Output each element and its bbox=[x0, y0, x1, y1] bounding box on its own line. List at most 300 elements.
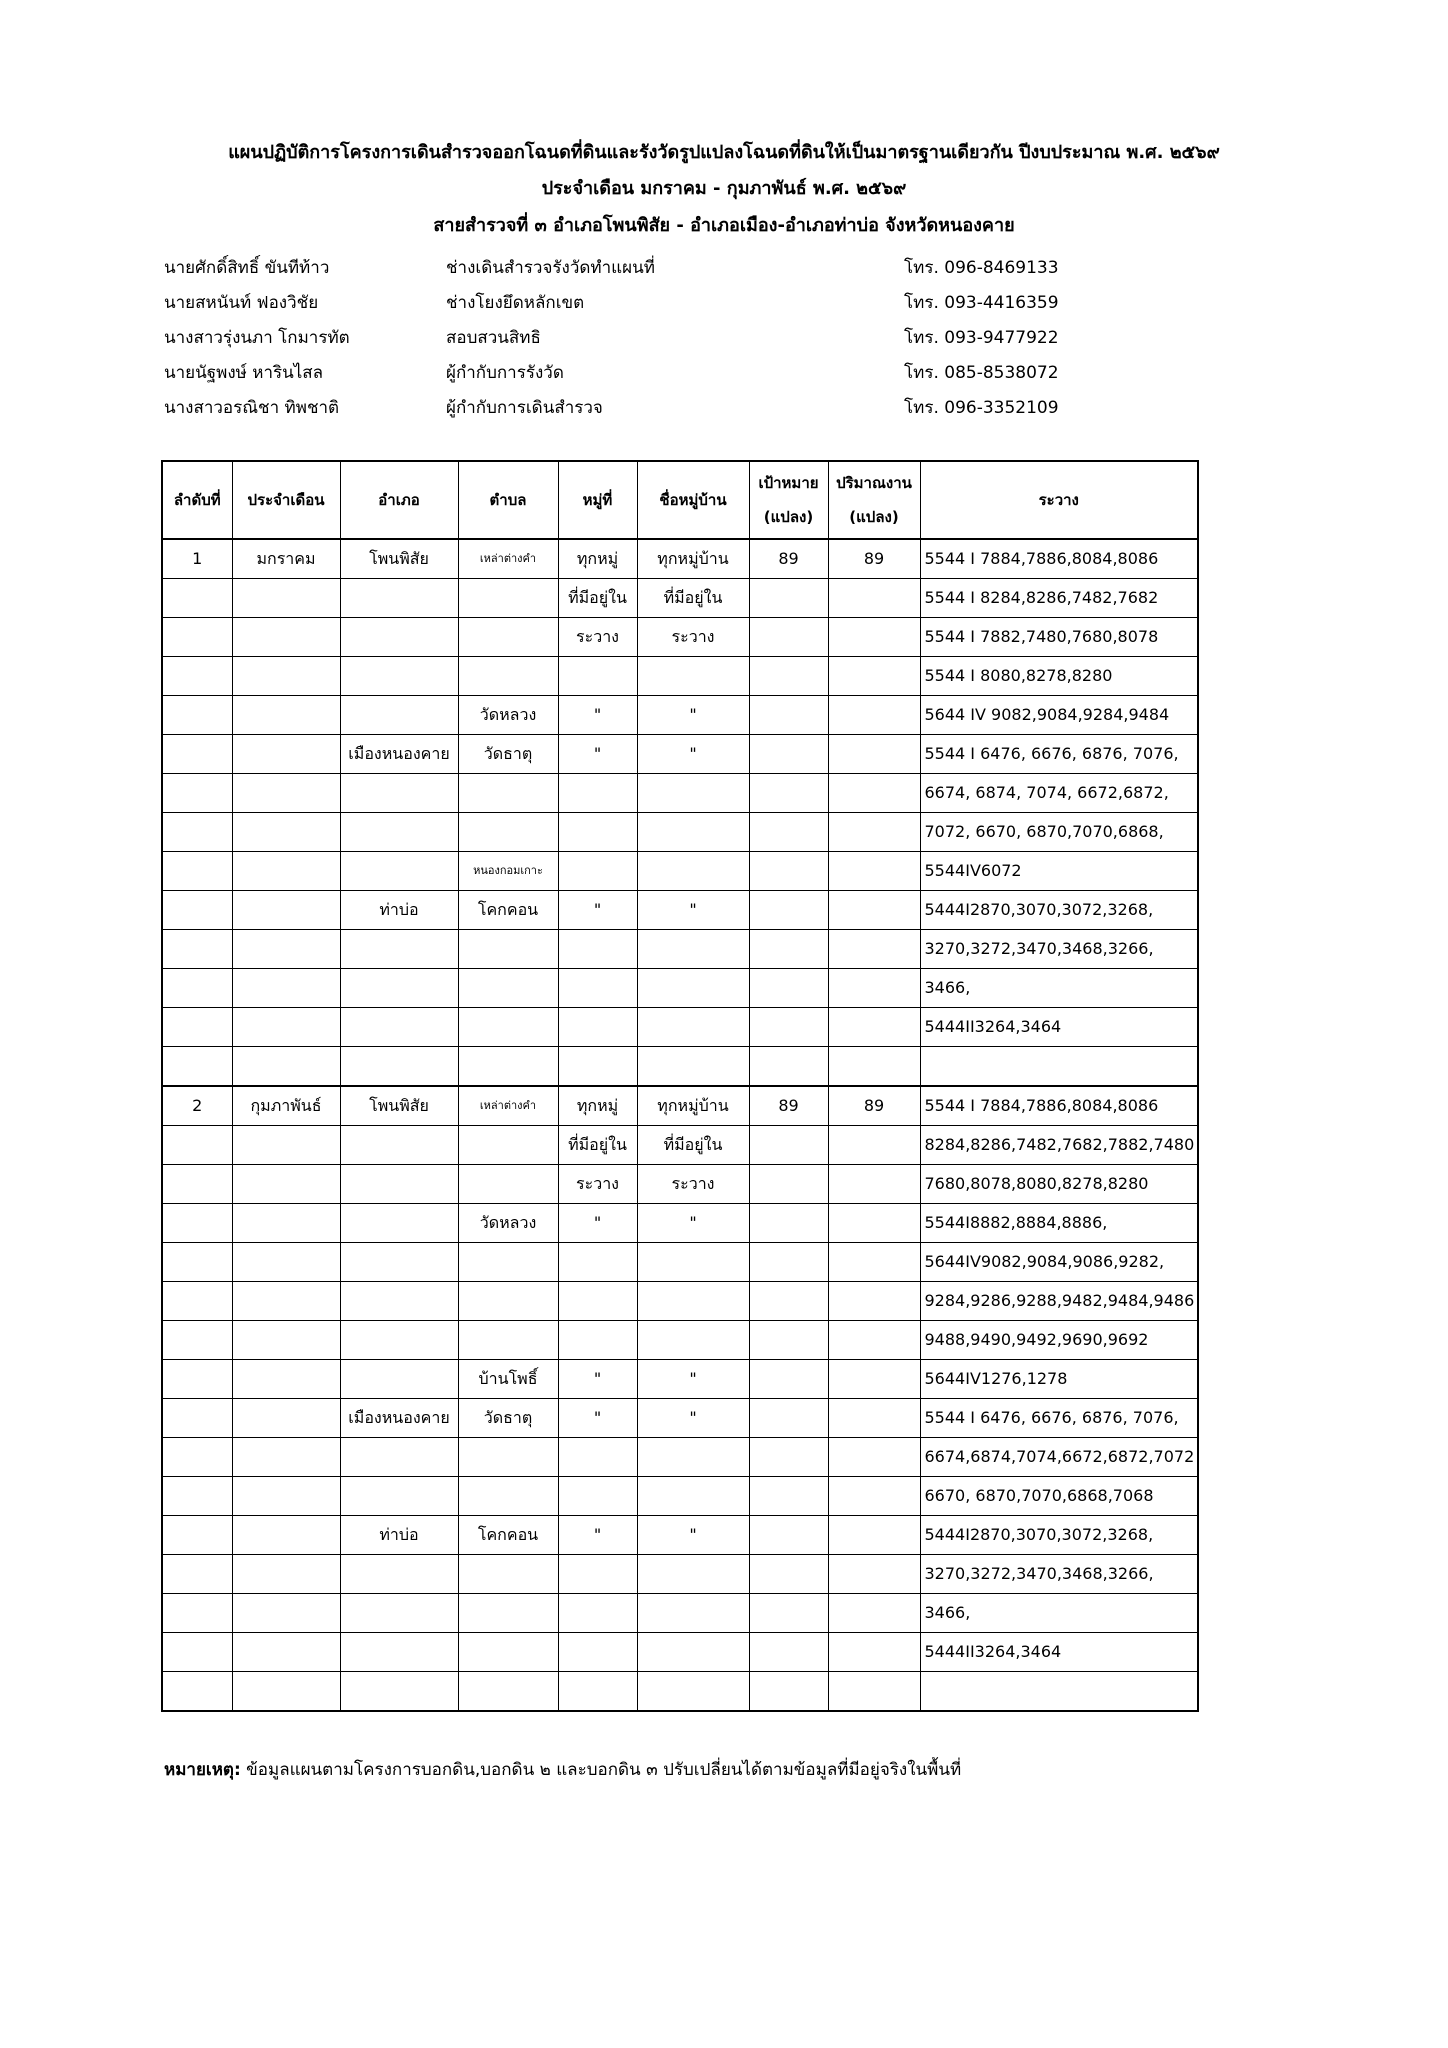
cell-district bbox=[340, 1165, 458, 1204]
cell-range: 6674, 6874, 7074, 6672,6872, bbox=[920, 774, 1198, 813]
cell-month bbox=[232, 1360, 340, 1399]
cell-month: กุมภาพันธ์ bbox=[232, 1086, 340, 1126]
cell-village-name: " bbox=[637, 1516, 749, 1555]
cell-range: 5444I2870,3070,3072,3268, bbox=[920, 891, 1198, 930]
cell-workload bbox=[828, 969, 920, 1008]
cell-workload bbox=[828, 1399, 920, 1438]
cell-range: 3270,3272,3470,3468,3266, bbox=[920, 930, 1198, 969]
cell-village-name bbox=[637, 1008, 749, 1047]
cell-target bbox=[749, 1438, 828, 1477]
cell-month bbox=[232, 1594, 340, 1633]
cell-village-no bbox=[558, 852, 637, 891]
cell-village-no bbox=[558, 1477, 637, 1516]
cell-district: ท่าบ่อ bbox=[340, 1516, 458, 1555]
cell-village-name: ทุกหมู่บ้าน bbox=[637, 539, 749, 579]
staff-role: ช่างเดินสำรวจรังวัดทำแผนที่ bbox=[446, 258, 655, 278]
cell-workload bbox=[828, 774, 920, 813]
cell-workload bbox=[828, 930, 920, 969]
cell-district bbox=[340, 1360, 458, 1399]
cell-subdistrict: วัดธาตุ bbox=[458, 1399, 558, 1438]
cell-target bbox=[749, 1243, 828, 1282]
cell-range bbox=[920, 1672, 1198, 1712]
cell-workload bbox=[828, 657, 920, 696]
cell-village-no bbox=[558, 1672, 637, 1712]
cell-no bbox=[162, 774, 232, 813]
document-title: แผนปฏิบัติการโครงการเดินสำรวจออกโฉนดที่ดินและรังวัดรูปแปลงโฉนดที่ดินให้เป็นมาตรฐานเดียวกัน ปีงบประมาณ พ.ศ. ๒๕๖๙ bbox=[228, 142, 1220, 163]
cell-workload bbox=[828, 1321, 920, 1360]
cell-subdistrict: โคกคอน bbox=[458, 1516, 558, 1555]
cell-target bbox=[749, 1360, 828, 1399]
table-row bbox=[162, 1204, 1198, 1243]
cell-district bbox=[340, 1008, 458, 1047]
cell-village-name: ระวาง bbox=[637, 1165, 749, 1204]
cell-village-name bbox=[637, 657, 749, 696]
cell-district bbox=[340, 1438, 458, 1477]
cell-subdistrict bbox=[458, 930, 558, 969]
staff-phone: โทร. 096-3352109 bbox=[904, 398, 1059, 418]
header-workload-unit: (แปลง) bbox=[849, 508, 899, 526]
table-row bbox=[162, 930, 1198, 969]
cell-village-name bbox=[637, 1633, 749, 1672]
cell-village-name bbox=[637, 1438, 749, 1477]
cell-district bbox=[340, 969, 458, 1008]
table-row bbox=[162, 1243, 1198, 1282]
table-row bbox=[162, 579, 1198, 618]
cell-village-name bbox=[637, 1321, 749, 1360]
cell-workload bbox=[828, 735, 920, 774]
cell-village-name bbox=[637, 1672, 749, 1712]
cell-village-no bbox=[558, 1047, 637, 1087]
cell-no bbox=[162, 813, 232, 852]
cell-village-no bbox=[558, 657, 637, 696]
header-workload bbox=[828, 461, 920, 539]
cell-village-no bbox=[558, 1282, 637, 1321]
cell-month bbox=[232, 969, 340, 1008]
cell-village-name: ที่มีอยู่ใน bbox=[637, 1126, 749, 1165]
header-subdistrict: ตำบล bbox=[458, 461, 558, 539]
cell-no bbox=[162, 1165, 232, 1204]
cell-no bbox=[162, 1321, 232, 1360]
cell-village-no bbox=[558, 969, 637, 1008]
cell-target bbox=[749, 1633, 828, 1672]
cell-range: 5544 I 6476, 6676, 6876, 7076, bbox=[920, 735, 1198, 774]
cell-village-name bbox=[637, 774, 749, 813]
table-row bbox=[162, 696, 1198, 735]
cell-district bbox=[340, 813, 458, 852]
cell-village-no: " bbox=[558, 735, 637, 774]
cell-village-name bbox=[637, 1555, 749, 1594]
cell-subdistrict bbox=[458, 1321, 558, 1360]
table-row bbox=[162, 813, 1198, 852]
cell-range: 3466, bbox=[920, 1594, 1198, 1633]
cell-no bbox=[162, 1438, 232, 1477]
cell-workload bbox=[828, 1672, 920, 1712]
staff-name: นายศักดิ์สิทธิ์ ขันทีท้าว bbox=[164, 258, 330, 278]
cell-range bbox=[920, 1047, 1198, 1087]
cell-target bbox=[749, 891, 828, 930]
footnote bbox=[164, 1758, 961, 1782]
cell-no bbox=[162, 1243, 232, 1282]
cell-no bbox=[162, 852, 232, 891]
cell-month bbox=[232, 696, 340, 735]
cell-range: 3270,3272,3470,3468,3266, bbox=[920, 1555, 1198, 1594]
cell-district bbox=[340, 657, 458, 696]
cell-no bbox=[162, 1555, 232, 1594]
cell-village-no bbox=[558, 774, 637, 813]
cell-month: มกราคม bbox=[232, 539, 340, 579]
cell-range: 3466, bbox=[920, 969, 1198, 1008]
cell-range: 5544IV6072 bbox=[920, 852, 1198, 891]
staff-name: นางสาวรุ่งนภา โกมารทัต bbox=[164, 328, 350, 348]
cell-range: 5544 I 8284,8286,7482,7682 bbox=[920, 579, 1198, 618]
cell-workload: 89 bbox=[828, 539, 920, 579]
cell-workload bbox=[828, 1594, 920, 1633]
cell-subdistrict bbox=[458, 618, 558, 657]
cell-no bbox=[162, 930, 232, 969]
cell-subdistrict bbox=[458, 1633, 558, 1672]
cell-target bbox=[749, 657, 828, 696]
cell-workload bbox=[828, 891, 920, 930]
cell-village-no: ทุกหมู่ bbox=[558, 1086, 637, 1126]
cell-village-no: ระวาง bbox=[558, 618, 637, 657]
table-body bbox=[162, 539, 1198, 1711]
cell-workload bbox=[828, 1477, 920, 1516]
cell-no bbox=[162, 618, 232, 657]
cell-district bbox=[340, 930, 458, 969]
cell-village-name: ที่มีอยู่ใน bbox=[637, 579, 749, 618]
cell-range: 7680,8078,8080,8278,8280 bbox=[920, 1165, 1198, 1204]
cell-district bbox=[340, 1672, 458, 1712]
table-row bbox=[162, 618, 1198, 657]
table-row bbox=[162, 1399, 1198, 1438]
cell-district bbox=[340, 1282, 458, 1321]
cell-subdistrict: หนองกอมเกาะ bbox=[458, 852, 558, 891]
header-village-no: หมู่ที่ bbox=[558, 461, 637, 539]
cell-range: 6670, 6870,7070,6868,7068 bbox=[920, 1477, 1198, 1516]
cell-district bbox=[340, 579, 458, 618]
survey-plan-table bbox=[161, 460, 1199, 1712]
cell-range: 9284,9286,9288,9482,9484,9486 bbox=[920, 1282, 1198, 1321]
cell-village-no: " bbox=[558, 1204, 637, 1243]
staff-role: ผู้กำกับการรังวัด bbox=[446, 363, 564, 383]
cell-month bbox=[232, 930, 340, 969]
cell-range: 8284,8286,7482,7682,7882,7480 bbox=[920, 1126, 1198, 1165]
cell-subdistrict bbox=[458, 813, 558, 852]
table-row bbox=[162, 1477, 1198, 1516]
staff-row bbox=[164, 326, 1264, 361]
cell-village-name bbox=[637, 1047, 749, 1087]
cell-range: 6674,6874,7074,6672,6872,7072 bbox=[920, 1438, 1198, 1477]
header-district: อำเภอ bbox=[340, 461, 458, 539]
cell-subdistrict bbox=[458, 774, 558, 813]
cell-subdistrict: วัดหลวง bbox=[458, 1204, 558, 1243]
cell-district bbox=[340, 1243, 458, 1282]
cell-village-no bbox=[558, 1633, 637, 1672]
table-row bbox=[162, 1633, 1198, 1672]
cell-target bbox=[749, 1008, 828, 1047]
cell-district: เมืองหนองคาย bbox=[340, 735, 458, 774]
cell-district bbox=[340, 1594, 458, 1633]
cell-village-no: " bbox=[558, 1516, 637, 1555]
cell-month bbox=[232, 1399, 340, 1438]
cell-target bbox=[749, 969, 828, 1008]
cell-subdistrict bbox=[458, 1243, 558, 1282]
cell-no bbox=[162, 579, 232, 618]
staff-name: นางสาวอรณิชา ทิพชาติ bbox=[164, 398, 340, 418]
header-no: ลำดับที่ bbox=[162, 461, 232, 539]
table-row bbox=[162, 1008, 1198, 1047]
cell-subdistrict bbox=[458, 1126, 558, 1165]
cell-workload bbox=[828, 1243, 920, 1282]
cell-month bbox=[232, 1321, 340, 1360]
header-target-label: เป้าหมาย bbox=[758, 474, 819, 492]
table-row bbox=[162, 852, 1198, 891]
cell-month bbox=[232, 1282, 340, 1321]
cell-village-no: ระวาง bbox=[558, 1165, 637, 1204]
cell-range: 5544 I 8080,8278,8280 bbox=[920, 657, 1198, 696]
cell-target bbox=[749, 852, 828, 891]
cell-range: 5544 I 6476, 6676, 6876, 7076, bbox=[920, 1399, 1198, 1438]
header-village-name: ชื่อหมู่บ้าน bbox=[637, 461, 749, 539]
cell-target bbox=[749, 735, 828, 774]
cell-target bbox=[749, 1477, 828, 1516]
table-row bbox=[162, 735, 1198, 774]
cell-subdistrict: เหล่าต่างคำ bbox=[458, 1086, 558, 1126]
cell-workload bbox=[828, 1516, 920, 1555]
cell-target: 89 bbox=[749, 539, 828, 579]
cell-no: 1 bbox=[162, 539, 232, 579]
cell-subdistrict bbox=[458, 1555, 558, 1594]
cell-no bbox=[162, 1633, 232, 1672]
staff-phone: โทร. 096-8469133 bbox=[904, 258, 1059, 278]
cell-village-no bbox=[558, 1008, 637, 1047]
table-row bbox=[162, 1165, 1198, 1204]
cell-no bbox=[162, 1399, 232, 1438]
table-row bbox=[162, 969, 1198, 1008]
cell-workload bbox=[828, 1282, 920, 1321]
cell-village-no bbox=[558, 1243, 637, 1282]
cell-no bbox=[162, 891, 232, 930]
cell-workload bbox=[828, 579, 920, 618]
table-row bbox=[162, 1086, 1198, 1126]
cell-village-name bbox=[637, 1243, 749, 1282]
cell-month bbox=[232, 1243, 340, 1282]
cell-subdistrict: วัดหลวง bbox=[458, 696, 558, 735]
cell-no bbox=[162, 696, 232, 735]
cell-village-name: " bbox=[637, 735, 749, 774]
cell-district bbox=[340, 1126, 458, 1165]
cell-month bbox=[232, 852, 340, 891]
cell-no bbox=[162, 1672, 232, 1712]
header-range: ระวาง bbox=[920, 461, 1198, 539]
cell-no bbox=[162, 1516, 232, 1555]
cell-workload bbox=[828, 696, 920, 735]
cell-workload bbox=[828, 1126, 920, 1165]
cell-month bbox=[232, 1008, 340, 1047]
cell-village-name bbox=[637, 969, 749, 1008]
cell-range: 5444I2870,3070,3072,3268, bbox=[920, 1516, 1198, 1555]
cell-month bbox=[232, 735, 340, 774]
cell-subdistrict bbox=[458, 1165, 558, 1204]
cell-month bbox=[232, 1672, 340, 1712]
cell-no bbox=[162, 1594, 232, 1633]
table-row bbox=[162, 1321, 1198, 1360]
staff-row bbox=[164, 256, 1264, 291]
cell-village-name bbox=[637, 852, 749, 891]
table-row bbox=[162, 539, 1198, 579]
cell-month bbox=[232, 813, 340, 852]
cell-target bbox=[749, 1321, 828, 1360]
cell-district bbox=[340, 1321, 458, 1360]
header-target-unit: (แปลง) bbox=[763, 508, 814, 526]
staff-phone: โทร. 093-4416359 bbox=[904, 293, 1059, 313]
cell-village-no bbox=[558, 1594, 637, 1633]
cell-target: 89 bbox=[749, 1086, 828, 1126]
cell-target bbox=[749, 1282, 828, 1321]
cell-village-no: ที่มีอยู่ใน bbox=[558, 1126, 637, 1165]
cell-range: 5644 IV 9082,9084,9284,9484 bbox=[920, 696, 1198, 735]
cell-village-no: " bbox=[558, 696, 637, 735]
cell-range: 5444II3264,3464 bbox=[920, 1633, 1198, 1672]
cell-no bbox=[162, 1126, 232, 1165]
cell-workload bbox=[828, 852, 920, 891]
cell-subdistrict bbox=[458, 657, 558, 696]
staff-phone: โทร. 085-8538072 bbox=[904, 363, 1059, 383]
cell-range: 5544 I 7884,7886,8084,8086 bbox=[920, 1086, 1198, 1126]
cell-month bbox=[232, 1555, 340, 1594]
cell-workload bbox=[828, 1165, 920, 1204]
cell-target bbox=[749, 1399, 828, 1438]
cell-no bbox=[162, 1047, 232, 1087]
cell-subdistrict: เหล่าต่างคำ bbox=[458, 539, 558, 579]
header-target bbox=[749, 461, 828, 539]
cell-district bbox=[340, 1555, 458, 1594]
staff-role: สอบสวนสิทธิ bbox=[446, 328, 541, 348]
cell-target bbox=[749, 618, 828, 657]
cell-village-no: " bbox=[558, 1399, 637, 1438]
cell-month bbox=[232, 1438, 340, 1477]
cell-month bbox=[232, 657, 340, 696]
cell-village-name bbox=[637, 1594, 749, 1633]
staff-role: ผู้กำกับการเดินสำรวจ bbox=[446, 398, 603, 418]
cell-village-name bbox=[637, 930, 749, 969]
cell-district bbox=[340, 1204, 458, 1243]
cell-district: ท่าบ่อ bbox=[340, 891, 458, 930]
cell-district: เมืองหนองคาย bbox=[340, 1399, 458, 1438]
cell-district bbox=[340, 852, 458, 891]
cell-range: 5444II3264,3464 bbox=[920, 1008, 1198, 1047]
cell-village-no bbox=[558, 1321, 637, 1360]
cell-village-no: " bbox=[558, 891, 637, 930]
cell-month bbox=[232, 891, 340, 930]
header-workload-label: ปริมาณงาน bbox=[836, 474, 912, 492]
cell-target bbox=[749, 813, 828, 852]
table-row bbox=[162, 1360, 1198, 1399]
cell-no bbox=[162, 1282, 232, 1321]
cell-month bbox=[232, 1126, 340, 1165]
cell-village-name: ทุกหมู่บ้าน bbox=[637, 1086, 749, 1126]
cell-village-no: ที่มีอยู่ใน bbox=[558, 579, 637, 618]
cell-subdistrict bbox=[458, 1282, 558, 1321]
cell-village-no bbox=[558, 813, 637, 852]
table-row bbox=[162, 1672, 1198, 1712]
table-row bbox=[162, 1438, 1198, 1477]
staff-row bbox=[164, 396, 1264, 431]
cell-target bbox=[749, 1594, 828, 1633]
cell-district bbox=[340, 696, 458, 735]
cell-district bbox=[340, 1477, 458, 1516]
cell-no bbox=[162, 1477, 232, 1516]
cell-range: 5644IV1276,1278 bbox=[920, 1360, 1198, 1399]
cell-target bbox=[749, 1672, 828, 1712]
cell-subdistrict: โคกคอน bbox=[458, 891, 558, 930]
document-period: ประจำเดือน มกราคม - กุมภาพันธ์ พ.ศ. ๒๕๖๙ bbox=[541, 178, 907, 199]
cell-workload bbox=[828, 1008, 920, 1047]
cell-no bbox=[162, 1360, 232, 1399]
cell-district bbox=[340, 774, 458, 813]
cell-village-no bbox=[558, 1555, 637, 1594]
staff-list bbox=[164, 256, 1264, 431]
cell-village-name: " bbox=[637, 1360, 749, 1399]
cell-month bbox=[232, 618, 340, 657]
table-row bbox=[162, 1594, 1198, 1633]
cell-workload bbox=[828, 1204, 920, 1243]
table-row bbox=[162, 891, 1198, 930]
staff-name: นายสหนันท์ ฟองวิชัย bbox=[164, 293, 319, 313]
cell-subdistrict: บ้านโพธิ์ bbox=[458, 1360, 558, 1399]
cell-range: 5544 I 7884,7886,8084,8086 bbox=[920, 539, 1198, 579]
staff-row bbox=[164, 361, 1264, 396]
cell-range: 9488,9490,9492,9690,9692 bbox=[920, 1321, 1198, 1360]
cell-workload bbox=[828, 813, 920, 852]
cell-village-name bbox=[637, 1282, 749, 1321]
cell-village-name bbox=[637, 813, 749, 852]
cell-month bbox=[232, 1165, 340, 1204]
cell-no: 2 bbox=[162, 1086, 232, 1126]
cell-no bbox=[162, 657, 232, 696]
cell-village-name bbox=[637, 1477, 749, 1516]
cell-subdistrict bbox=[458, 1438, 558, 1477]
table-row bbox=[162, 1126, 1198, 1165]
cell-village-name: " bbox=[637, 1399, 749, 1438]
cell-target bbox=[749, 1204, 828, 1243]
cell-target bbox=[749, 579, 828, 618]
cell-month bbox=[232, 1477, 340, 1516]
table-row bbox=[162, 774, 1198, 813]
cell-village-no: " bbox=[558, 1360, 637, 1399]
cell-district bbox=[340, 1633, 458, 1672]
staff-phone: โทร. 093-9477922 bbox=[904, 328, 1059, 348]
cell-range: 5544 I 7882,7480,7680,8078 bbox=[920, 618, 1198, 657]
cell-subdistrict bbox=[458, 579, 558, 618]
cell-workload bbox=[828, 1360, 920, 1399]
cell-range: 5644IV9082,9084,9086,9282, bbox=[920, 1243, 1198, 1282]
cell-month bbox=[232, 1516, 340, 1555]
cell-subdistrict bbox=[458, 1672, 558, 1712]
cell-no bbox=[162, 735, 232, 774]
cell-village-no: ทุกหมู่ bbox=[558, 539, 637, 579]
table-row bbox=[162, 1555, 1198, 1594]
footnote-label: หมายเหตุ: bbox=[164, 1760, 241, 1780]
cell-subdistrict bbox=[458, 969, 558, 1008]
cell-subdistrict bbox=[458, 1594, 558, 1633]
cell-range: 7072, 6670, 6870,7070,6868, bbox=[920, 813, 1198, 852]
staff-name: นายนัฐพงษ์ หารินไสล bbox=[164, 363, 324, 383]
cell-district bbox=[340, 618, 458, 657]
table-row bbox=[162, 1047, 1198, 1087]
cell-target bbox=[749, 1555, 828, 1594]
cell-target bbox=[749, 696, 828, 735]
